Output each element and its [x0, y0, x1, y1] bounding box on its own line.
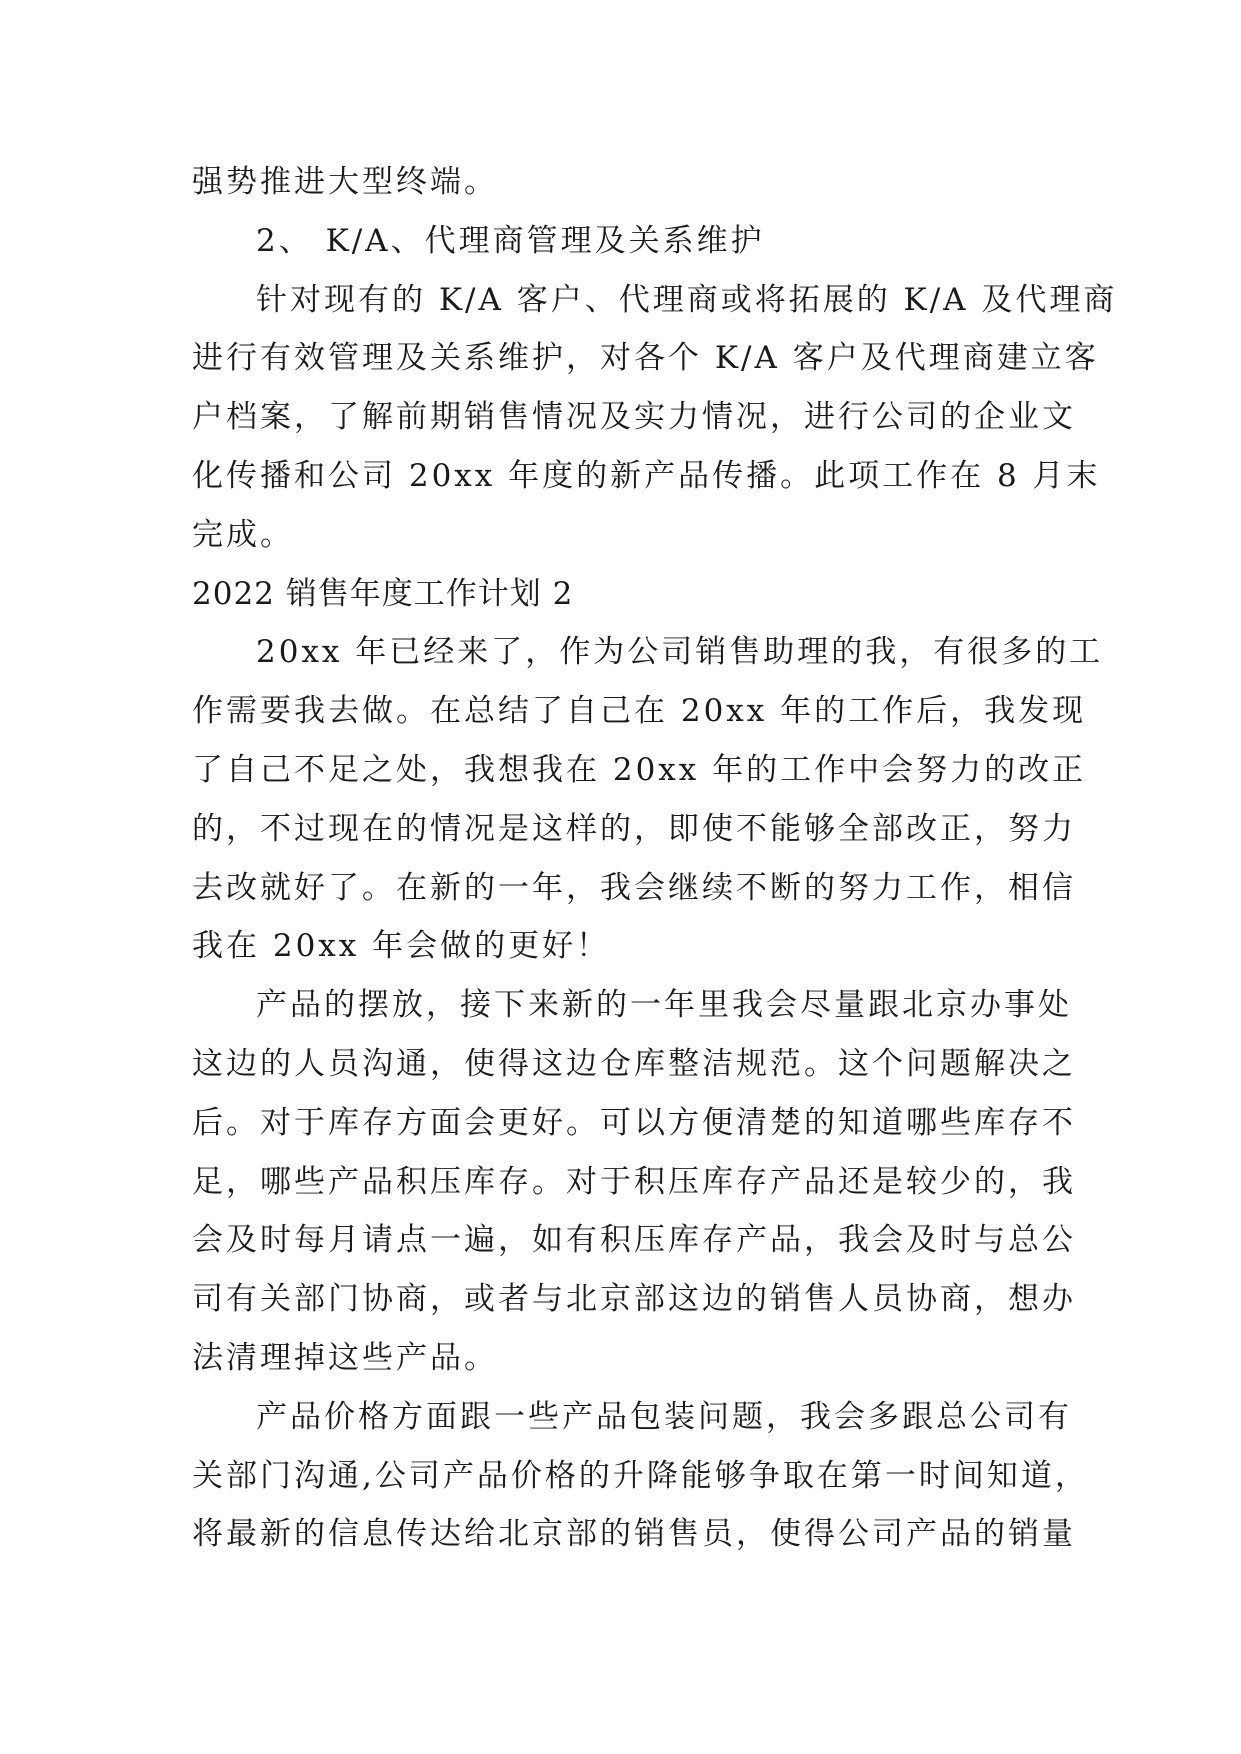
paragraph-plan-heading [192, 565, 1052, 624]
paragraph-strong-push [192, 153, 1052, 212]
text-line: 作需要我去做。在总结了自己在 20xx 年的工作后，我发现 [192, 693, 1087, 730]
text-line: 产品的摆放，接下来新的一年里我会尽量跟北京办事处 [256, 987, 1072, 1024]
text-line: 20xx 年已经来了，作为公司销售助理的我，有很多的工 [256, 634, 1104, 671]
paragraph-intro [192, 623, 1104, 976]
text-line: 后。对于库存方面会更好。可以方便清楚的知道哪些库存不 [192, 1104, 1076, 1141]
text-line: 足，哪些产品积压库存。对于积压库存产品还是较少的，我 [192, 1163, 1076, 1200]
paragraph-section-2-heading [192, 212, 1052, 271]
text-line: 司有关部门协商，或者与北京部这边的销售人员协商，想办 [192, 1281, 1076, 1318]
text-line: 强势推进大型终端。 [192, 164, 498, 200]
paragraph-product-price [192, 1388, 1089, 1564]
text-line: 关部门沟通,公司产品价格的升降能够争取在第一时间知道， [192, 1457, 1089, 1494]
paragraph-ka-management [192, 271, 1118, 565]
text-line: 了自己不足之处，我想我在 20xx 年的工作中会努力的改正 [192, 751, 1087, 788]
text-line: 完成。 [192, 516, 294, 553]
document-heading: 2022 销售年度工作计划 2 [192, 575, 574, 612]
text-line: 针对现有的 K/A 客户、代理商或将拓展的 K/A 及代理商 [256, 281, 1118, 318]
text-line: 户档案，了解前期销售情况及实力情况，进行公司的企业文 [192, 399, 1076, 436]
section-heading: 2、 K/A、代理商管理及关系维护 [256, 222, 765, 259]
paragraph-product-placement [192, 976, 1076, 1388]
text-line: 我在 20xx 年会做的更好！ [192, 928, 611, 965]
text-line: 进行有效管理及关系维护，对各个 K/A 客户及代理商建立客 [192, 340, 1099, 377]
text-line: 化传播和公司 20xx 年度的新产品传播。此项工作在 8 月末 [192, 457, 1101, 494]
text-line: 将最新的信息传达给北京部的销售员，使得公司产品的销量 [192, 1516, 1076, 1553]
text-line: 这边的人员沟通，使得这边仓库整洁规范。这个问题解决之 [192, 1045, 1076, 1082]
text-line: 法清理掉这些产品。 [192, 1339, 498, 1376]
text-line: 的，不过现在的情况是这样的，即使不能够全部改正，努力 [192, 810, 1076, 847]
text-line: 去改就好了。在新的一年，我会继续不断的努力工作，相信 [192, 869, 1076, 906]
text-line: 产品价格方面跟一些产品包装问题，我会多跟总公司有 [256, 1398, 1072, 1435]
text-line: 会及时每月请点一遍，如有积压库存产品，我会及时与总公 [192, 1222, 1076, 1259]
document-body [192, 153, 1118, 1564]
